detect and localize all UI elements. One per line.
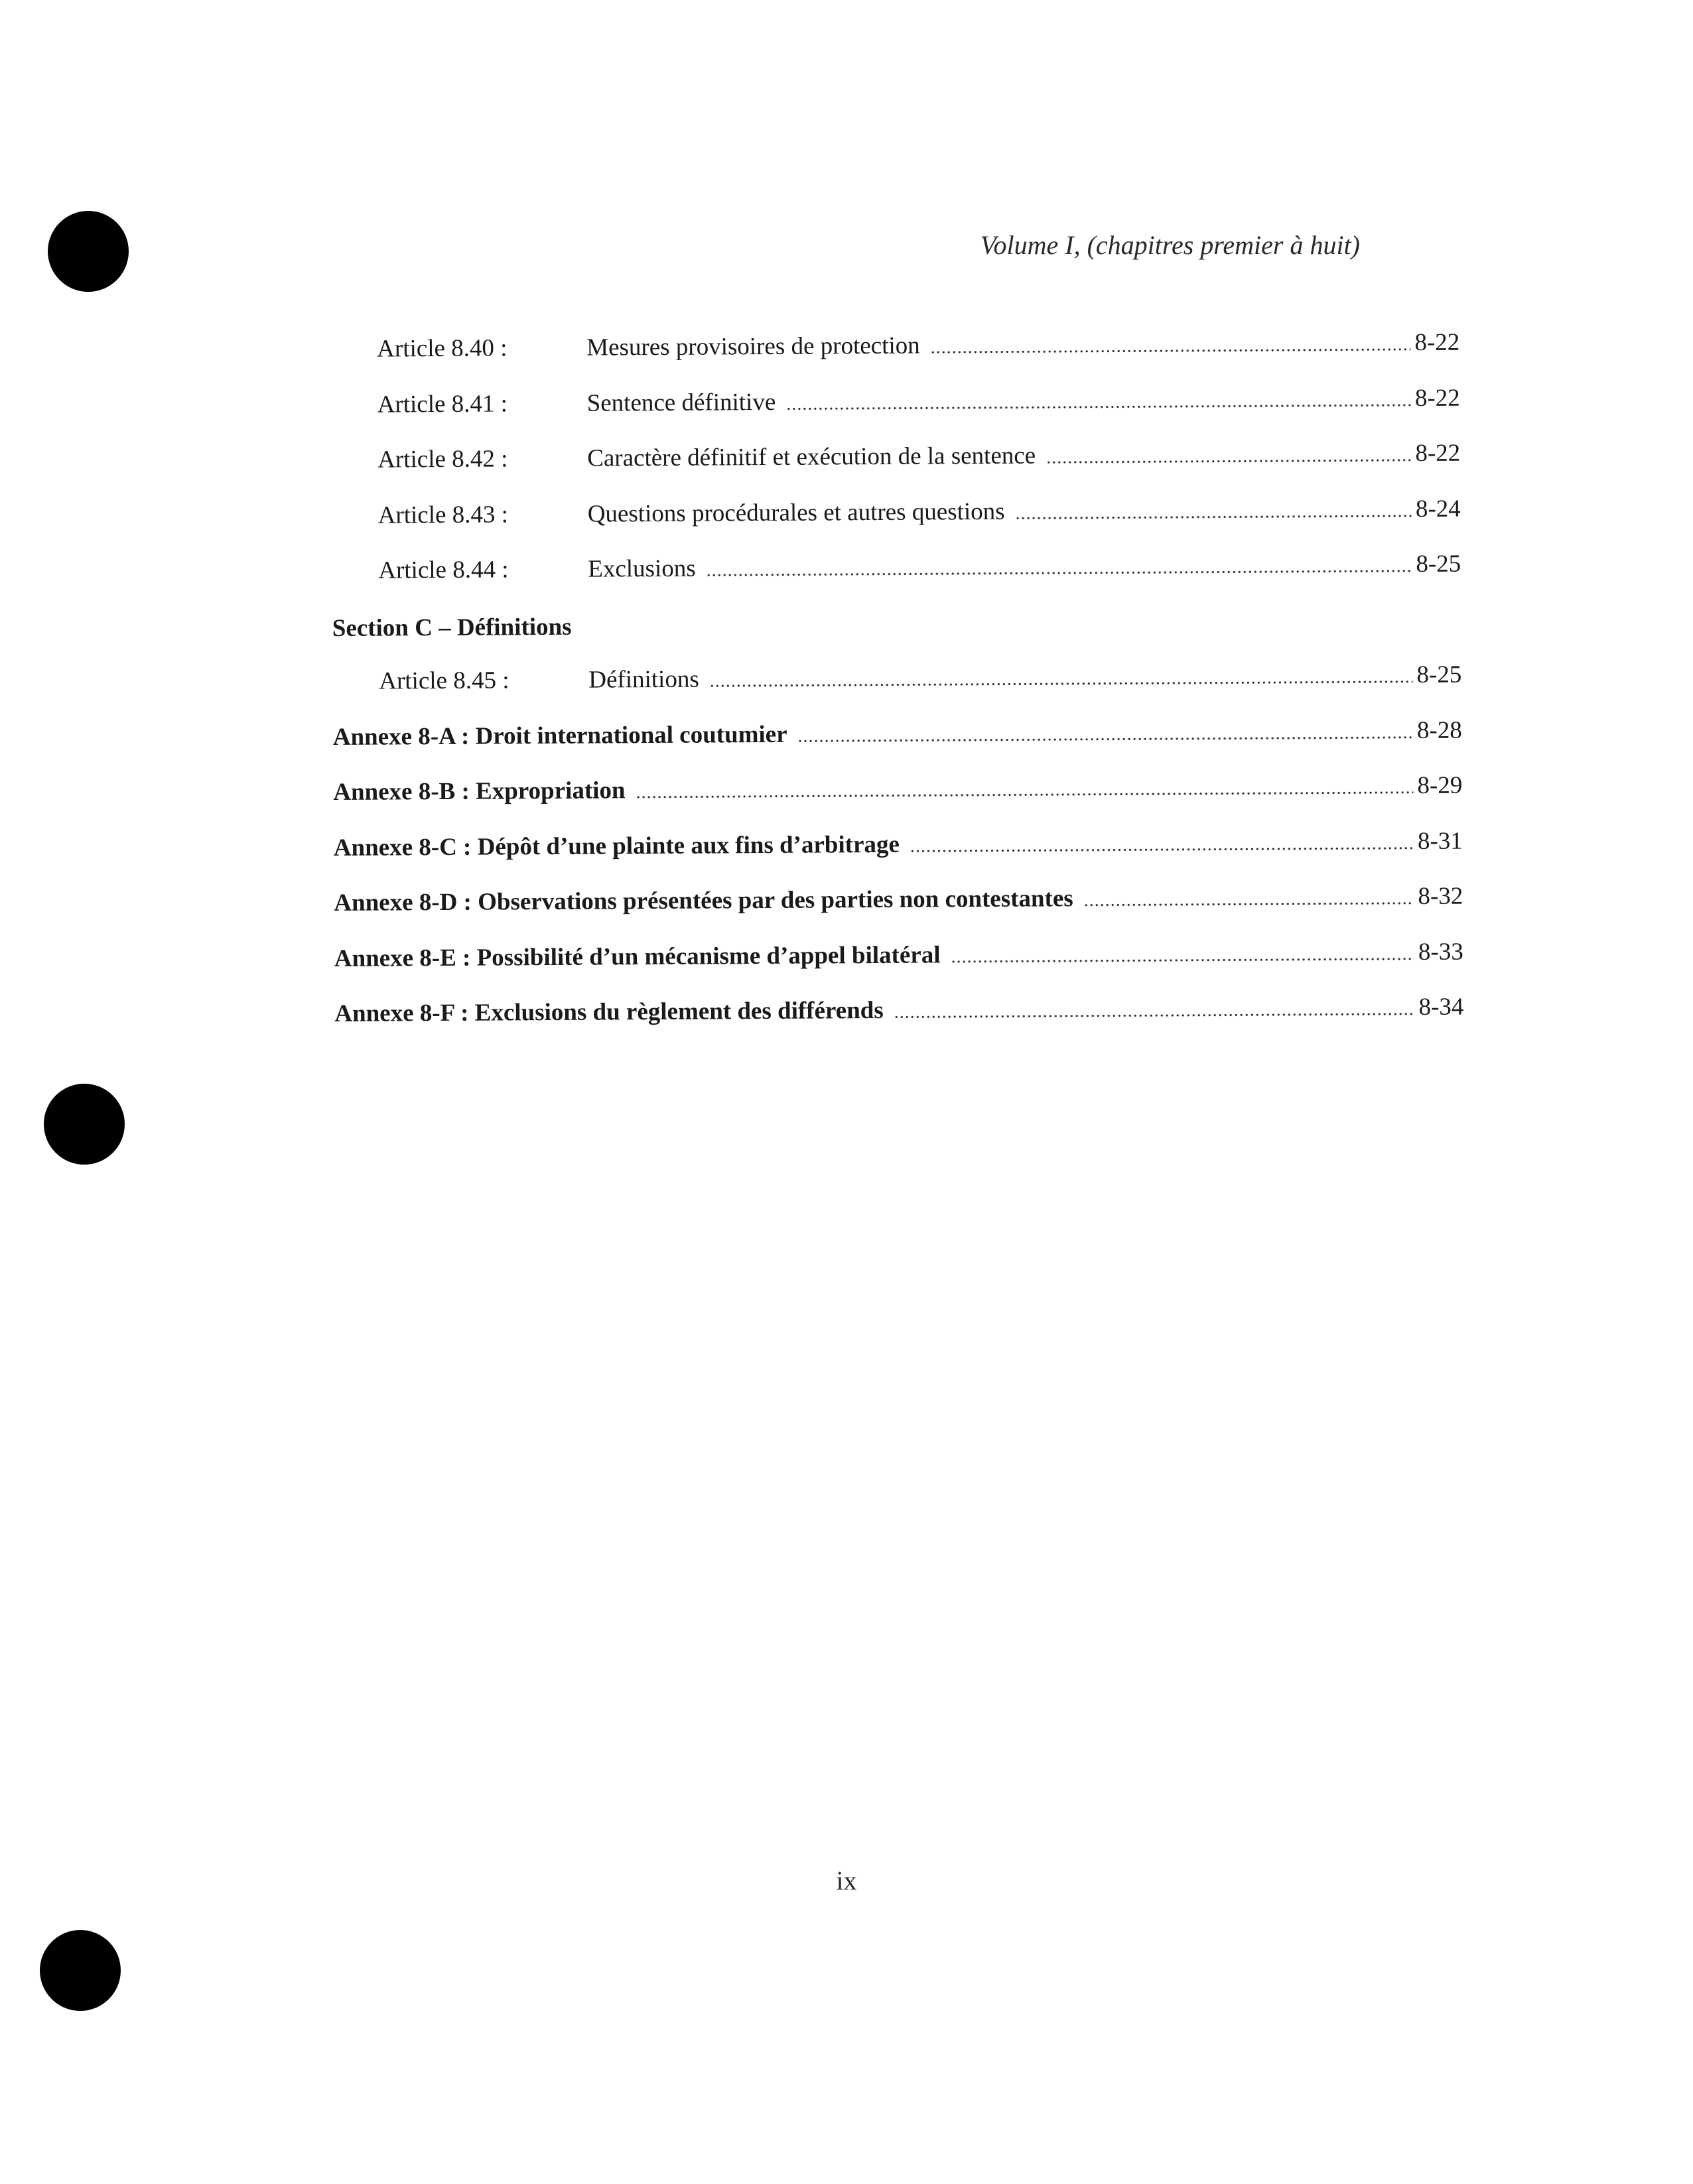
- toc-article-number: Article 8.43 :: [377, 500, 509, 529]
- toc-annexe-title: Annexe 8-A : Droit international coutumier: [332, 720, 787, 751]
- toc-annexe-title: Annexe 8-C : Dépôt d’une plainte aux fins d’arbitrage: [333, 830, 900, 862]
- dot-leader: [1084, 889, 1414, 910]
- dot-leader: [798, 724, 1414, 746]
- toc-article-title: Questions procédurales et autres questions: [587, 497, 1005, 528]
- dot-leader: [1016, 502, 1412, 523]
- toc-entry-annexe-8-d[interactable]: [334, 871, 1463, 933]
- toc-page-number: 8-33: [1418, 938, 1463, 966]
- punch-hole: [48, 211, 129, 292]
- toc-page-number: 8-28: [1416, 716, 1462, 744]
- table-of-contents: [330, 317, 1464, 1044]
- running-header: Volume I, (chapitres premier à huit): [980, 230, 1360, 260]
- toc-page-number: 8-34: [1418, 993, 1464, 1021]
- toc-article-title: Sentence définitive: [586, 388, 776, 417]
- toc-annexe-title: Annexe 8-B : Expropriation: [333, 777, 626, 806]
- toc-page-number: 8-22: [1414, 384, 1460, 412]
- toc-annexe-title: Annexe 8-E : Possibilité d’un mécanisme d’appel bilatéral: [334, 940, 941, 972]
- toc-annexe-title: Annexe 8-D : Observations présentées par des parties non contestantes: [334, 885, 1073, 917]
- section-heading[interactable]: Section C – Définitions: [332, 613, 572, 642]
- toc-annexe-title: Annexe 8-F : Exclusions du règlement des différends: [334, 996, 884, 1027]
- toc-entry-article-8-42[interactable]: [331, 428, 1460, 490]
- toc-article-title: Caractère définitif et exécution de la sentence: [587, 442, 1036, 472]
- toc-page-number: 8-32: [1418, 882, 1463, 911]
- dot-leader: [1046, 446, 1411, 467]
- toc-page-number: 8-29: [1417, 771, 1463, 800]
- toc-article-number: Article 8.42 :: [377, 445, 508, 474]
- dot-leader: [707, 557, 1412, 580]
- toc-entry-article-8-44[interactable]: [332, 539, 1461, 601]
- dot-leader: [931, 336, 1411, 357]
- toc-page-number: 8-25: [1416, 550, 1461, 578]
- toc-article-number: Article 8.45 :: [379, 667, 509, 695]
- toc-entry-annexe-8-a[interactable]: [333, 704, 1462, 767]
- toc-entry-annexe-8-f[interactable]: [334, 982, 1463, 1044]
- toc-article-number: Article 8.44 :: [378, 556, 509, 584]
- dot-leader: [910, 834, 1414, 856]
- toc-entry-annexe-8-b[interactable]: [333, 760, 1462, 822]
- toc-page-number: 8-22: [1414, 328, 1460, 357]
- toc-article-number: Article 8.40 :: [377, 334, 508, 363]
- toc-page-number: 8-24: [1415, 495, 1461, 523]
- toc-entry-annexe-8-e[interactable]: [334, 926, 1463, 988]
- page-number: ix: [836, 1866, 857, 1895]
- dot-leader: [710, 668, 1413, 690]
- toc-page-number: 8-22: [1415, 439, 1461, 468]
- punch-hole: [40, 1930, 121, 2011]
- toc-entry-article-8-41[interactable]: [331, 372, 1460, 434]
- toc-page-number: 8-31: [1417, 827, 1463, 855]
- dot-leader: [786, 391, 1411, 414]
- toc-entry-annexe-8-c[interactable]: [334, 815, 1463, 877]
- dot-leader: [636, 779, 1414, 802]
- toc-article-title: Définitions: [588, 665, 699, 694]
- dot-leader: [951, 945, 1414, 966]
- toc-article-title: Mesures provisoires de protection: [586, 332, 920, 361]
- toc-entry-article-8-43[interactable]: [332, 483, 1461, 545]
- punch-hole: [44, 1084, 125, 1165]
- toc-article-title: Exclusions: [588, 554, 696, 583]
- toc-page-number: 8-25: [1416, 661, 1462, 689]
- dot-leader: [894, 1000, 1415, 1022]
- toc-article-number: Article 8.41 :: [377, 389, 508, 418]
- toc-entry-article-8-40[interactable]: [330, 317, 1459, 379]
- toc-entry-article-8-45[interactable]: [332, 649, 1461, 712]
